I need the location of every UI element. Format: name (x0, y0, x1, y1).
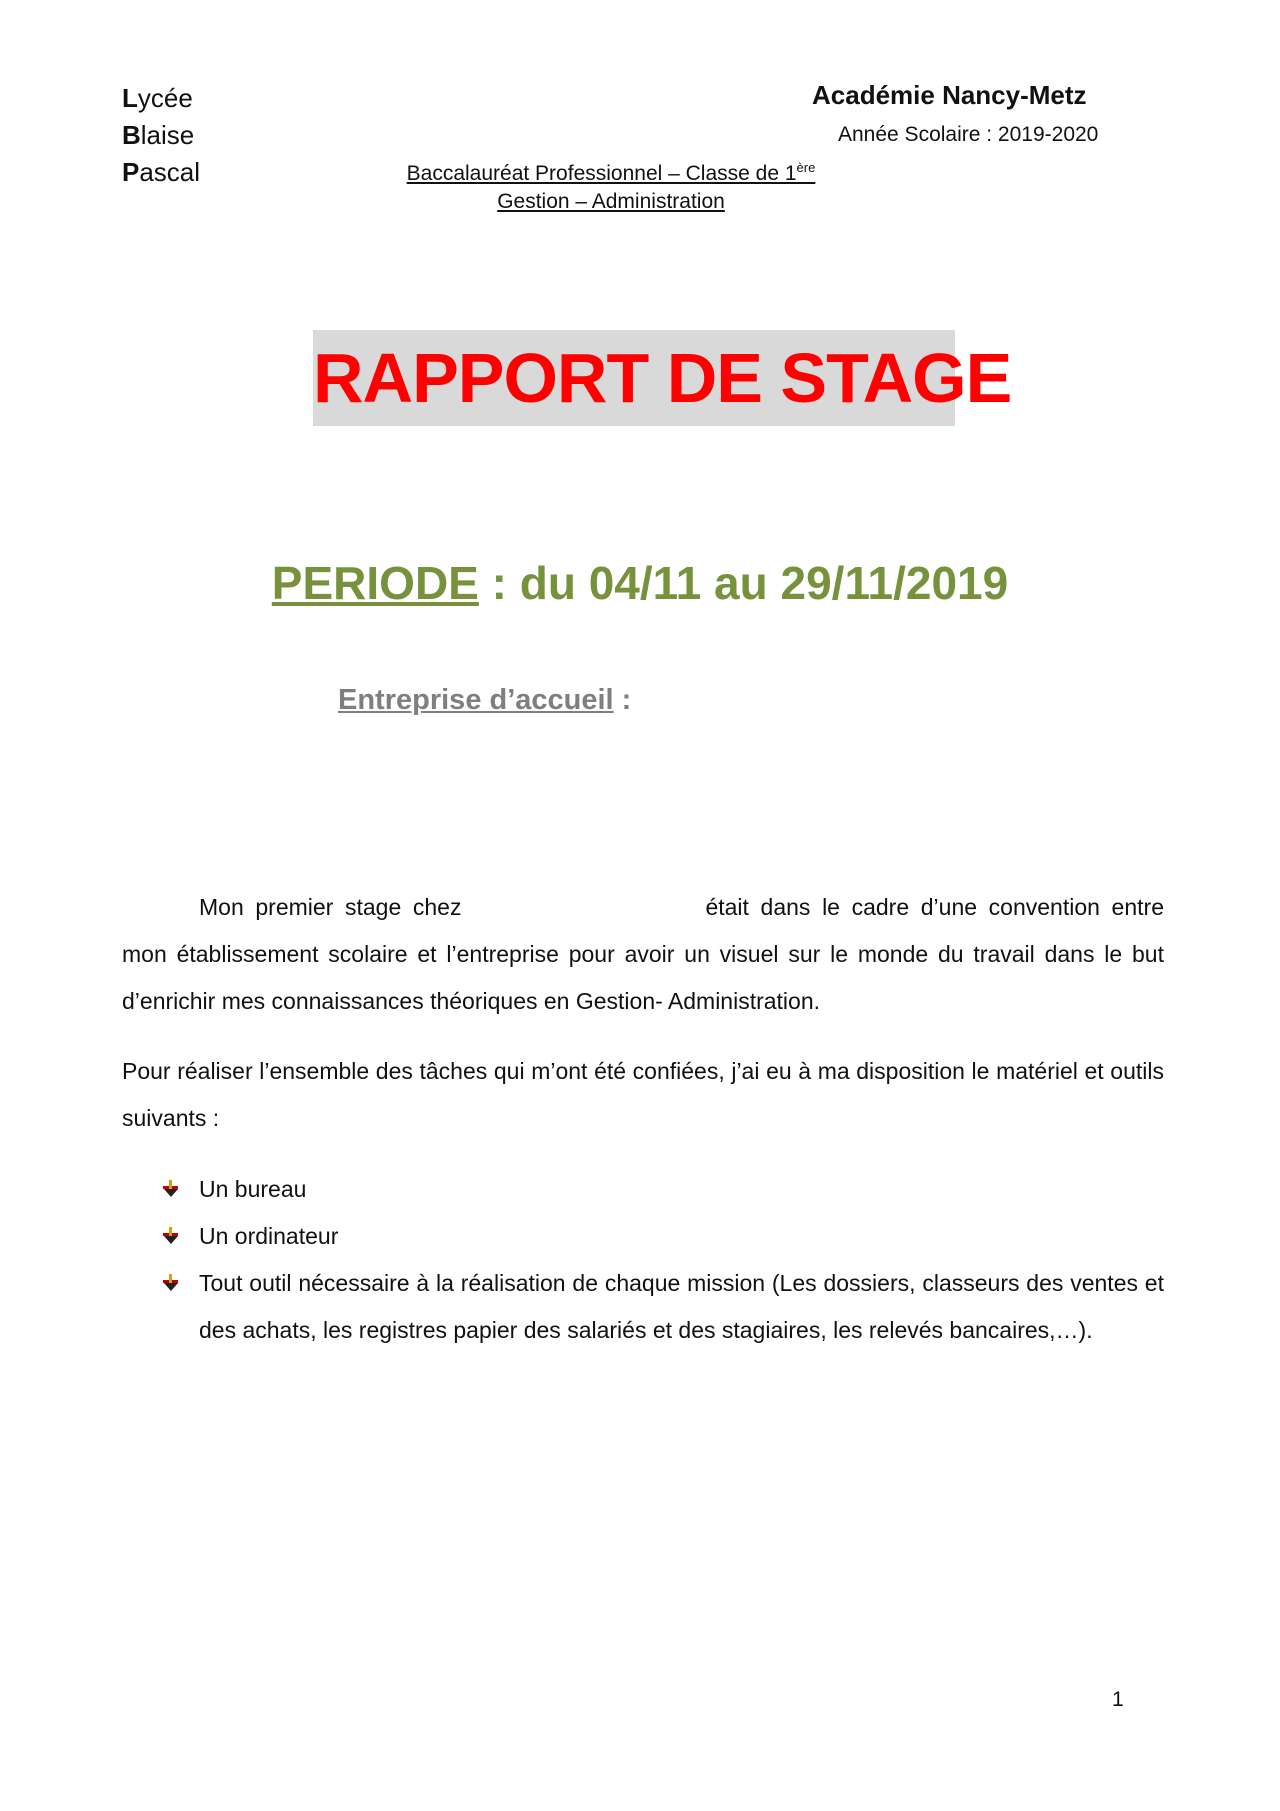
internship-period (0, 556, 1280, 610)
page-title: RAPPORT DE STAGE (313, 339, 1012, 417)
academy-name: Académie Nancy-Metz (812, 80, 1087, 110)
period-label: PERIODE (271, 557, 479, 609)
arrow-down-bullet-icon (162, 1180, 180, 1198)
tools-list (122, 1166, 1164, 1354)
list-item: Tout outil nécessaire à la réalisation de chaque mission (Les dossiers, classeurs des ventes et des achats, les registres papier des salariés et des stagiaires, les relevés bancaires,…). (122, 1260, 1164, 1354)
arrow-down-bullet-icon (162, 1227, 180, 1245)
company-label: Entreprise d’accueil (338, 684, 614, 716)
list-item: Un bureau (122, 1166, 1164, 1213)
page-number: 1 (1112, 1688, 1124, 1711)
diploma-line-2: Gestion – Administration (497, 190, 725, 213)
school-name (122, 80, 200, 191)
list-item: Un ordinateur (122, 1213, 1164, 1260)
school-line-2: Blaise (122, 120, 195, 150)
paragraph-tools: Pour réaliser l’ensemble des tâches qui m’ont été confiées, j’ai eu à ma disposition le matériel et outils suivants : (122, 1058, 1164, 1131)
host-company: Entreprise d’accueil : (338, 684, 632, 716)
paragraph-intro: Mon premier stage chez était dans le cadre d’une convention entre mon établissement scolaire et l’entreprise pour avoir un visuel sur le monde du travail dans le but d’enrichir mes connaissances théoriques en Gestion- Administration. (122, 894, 1164, 1014)
school-line-3: Pascal (122, 157, 201, 187)
period-value: : du 04/11 au 29/11/2019 (478, 557, 1009, 609)
school-line-1: Lycée (122, 83, 193, 113)
arrow-down-bullet-icon (162, 1274, 180, 1292)
school-year: Année Scolaire : 2019-2020 (838, 123, 1099, 146)
diploma-line-1: Baccalauréat Professionnel – Classe de 1ère (406, 160, 816, 185)
